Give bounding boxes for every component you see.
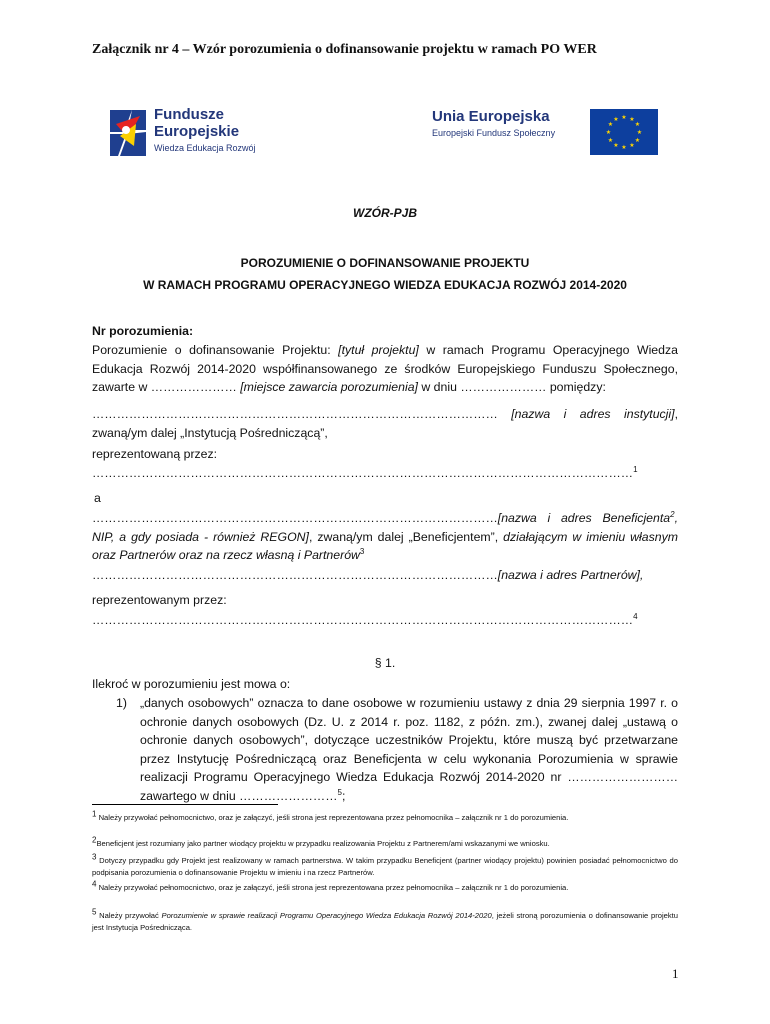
definition-item-1 (140, 694, 678, 805)
representative-line-1 (92, 464, 678, 483)
beneficiary-placeholder: [nazwa i adres Beneficjenta (497, 511, 671, 525)
annex-header: Załącznik nr 4 – Wzór porozumienia o dofinansowanie projektu w ramach PO WER (92, 42, 597, 57)
footnote-ref-1: 1 (633, 464, 638, 474)
definition-text: „danych osobowych” oznacza to dane osobowe w rozumieniu ustawy z dnia 29 sierpnia 1997 r. o ochronie danych osobowych (Dz. U. z 2014 r. poz. 1182, z późn. zm.), zwanej dalej „ustawą o ochronie danych osobowych”, dotyczące uczestników Projektu, które muszą być przetwarzane przez Instytucję Pośredniczącą oraz Beneficjenta w celu wykonania Porozumienia w sprawie realizacji Programu Operacyjnego Wiedza Edukacja Rozwój 2014-2020 nr ……………………… zawartego w dniu …………………… (140, 696, 678, 803)
conjunction-a: a (94, 491, 101, 505)
svg-text:★: ★ (634, 121, 641, 128)
ue-logo-line1: Unia Europejska (432, 108, 550, 125)
svg-text:★: ★ (613, 142, 619, 149)
footnote-4 (92, 879, 678, 894)
beneficiary-nip: , NIP, a gdy posiada - również REGON] (92, 511, 678, 544)
place-placeholder: [miejsce zawarcia porozumienia] (240, 380, 418, 394)
footnote-separator (92, 804, 278, 805)
partners-dots: ……………………………………………………………………………………… (92, 568, 498, 582)
footnote-5-text-a: Należy przywołać (99, 911, 162, 920)
footnote-5-text-c: , jeżeli stroną porozumienia o dofinansowanie projektu jest Instytucja Pośrednicząca. (92, 911, 678, 932)
intro-text-c: w ramach Programu Operacyjnego Wiedza Edukacja Rozwój 2014-2020 współfinansowanego ze środków Europejskiego Funduszu Społecznego, zawarte w ………………… (92, 343, 678, 394)
footnote-5-number: 5 (92, 907, 97, 917)
page-number: 1 (672, 966, 679, 981)
intro-paragraph (92, 341, 678, 397)
document-title-line2: W RAMACH PROGRAMU OPERACYJNEGO WIEDZA EDUKACJA ROZWÓJ 2014-2020 (143, 278, 627, 292)
footnote-3-number: 3 (92, 852, 97, 862)
svg-text:★: ★ (621, 144, 627, 151)
fundusze-europejskie-logo (106, 102, 286, 160)
fe-emblem-icon (106, 102, 150, 160)
institution-dots: ……………………………………………………………………………………… (92, 407, 512, 421)
definition-end: ; (341, 788, 346, 803)
footnote-4-number: 4 (92, 879, 97, 889)
svg-text:★: ★ (629, 142, 635, 149)
representative-dots-1: …………………………………………………………………………………………………………………… (92, 466, 634, 480)
beneficiary-text: , zwaną/ym dalej „Beneficjentem”, (308, 529, 504, 544)
definitions-intro: Ilekroć w porozumieniu jest mowa o: (92, 677, 291, 691)
footnote-5-text-b: Porozumienie w sprawie realizacji Programu Operacyjnego Wiedza Edukacja Rozwój 2014-2020 (161, 911, 492, 920)
footnote-ref-4: 4 (633, 611, 638, 621)
footnote-2-number: 2 (92, 835, 97, 845)
document-title-line1: POROZUMIENIE O DOFINANSOWANIE PROJEKTU (240, 256, 530, 270)
footnote-ref-3: 3 (359, 546, 365, 556)
beneficiary-dots: ……………………………………………………………………………………… (92, 511, 498, 525)
document-code: WZÓR-PJB (353, 206, 417, 220)
represented-by-label-1: reprezentowaną przez: (92, 447, 218, 461)
section-heading: § 1. (374, 656, 396, 670)
footnote-3 (92, 852, 678, 879)
footnote-2 (92, 835, 678, 850)
footnote-1-text: Należy przywołać pełnomocnictwo, oraz je załączyć, jeśli strona jest reprezentowana przez pełnomocnika – załącznik nr 1 do porozumienia. (98, 813, 569, 822)
institution-paragraph (92, 405, 678, 442)
representative-dots-2: …………………………………………………………………………………………………………………… (92, 613, 634, 627)
fe-logo-line2: Europejskie (154, 123, 240, 140)
svg-text:★: ★ (605, 129, 612, 136)
agreement-number-label: Nr porozumienia: (92, 324, 194, 338)
definition-number: 1) (116, 696, 127, 710)
footnote-2-text: Beneficjent jest rozumiany jako partner wiodący projektu w przypadku realizowania Projektu z Partnerem/ami wskazanymi we wniosku. (96, 839, 550, 848)
eu-flag-icon (590, 109, 658, 155)
representative-line-2 (92, 611, 678, 630)
footnote-4-text: Należy przywołać pełnomocnictwo, oraz je załączyć, jeśli strona jest reprezentowana przez pełnomocnika – załącznik nr 1 do porozumienia. (98, 883, 569, 892)
footnote-5 (92, 907, 678, 934)
beneficiary-acting: działającym w imieniu własnym oraz Partnerów oraz na rzecz własną i Partnerów (92, 529, 678, 562)
svg-text:★: ★ (613, 116, 619, 123)
svg-text:★: ★ (629, 116, 635, 123)
svg-text:★: ★ (607, 137, 614, 144)
footnote-1 (92, 809, 678, 824)
institution-placeholder: [nazwa i adres instytucji] (511, 407, 675, 421)
project-title-placeholder: [tytuł projektu] (338, 343, 419, 357)
fe-logo-line3: Wiedza Edukacja Rozwój (154, 143, 256, 153)
partners-placeholder: [nazwa i adres Partnerów], (497, 568, 644, 582)
footnote-ref-2: 2 (670, 509, 675, 519)
unia-europejska-logo (432, 108, 555, 138)
footnote-1-number: 1 (92, 809, 97, 819)
svg-text:★: ★ (634, 137, 641, 144)
represented-by-label-2: reprezentowanym przez: (92, 593, 227, 607)
beneficiary-paragraph (92, 509, 678, 565)
ue-logo-line2: Europejski Fundusz Społeczny (432, 128, 556, 138)
fe-logo-line1: Fundusze (154, 106, 224, 123)
svg-text:★: ★ (607, 121, 614, 128)
svg-text:★: ★ (621, 114, 627, 121)
institution-text: , zwaną/ym dalej „Instytucją Pośredniczącą”, (92, 407, 678, 440)
intro-text-e: w dniu ………………… pomiędzy: (417, 380, 606, 394)
svg-text:★: ★ (636, 129, 643, 136)
footnote-3-text: Dotyczy przypadku gdy Projekt jest realizowany w ramach partnerstwa. W takim przypadku Beneficjent (partner wiodący projektu) powinien posiadać pełnomocnictwo do podpisania porozumienia o dofinansowanie Projektu w imieniu i na rzecz Partnerów. (92, 856, 678, 877)
partners-line (92, 566, 678, 585)
footnote-ref-5: 5 (337, 787, 342, 797)
intro-text-a: Porozumienie o dofinansowanie Projektu: (92, 343, 339, 357)
